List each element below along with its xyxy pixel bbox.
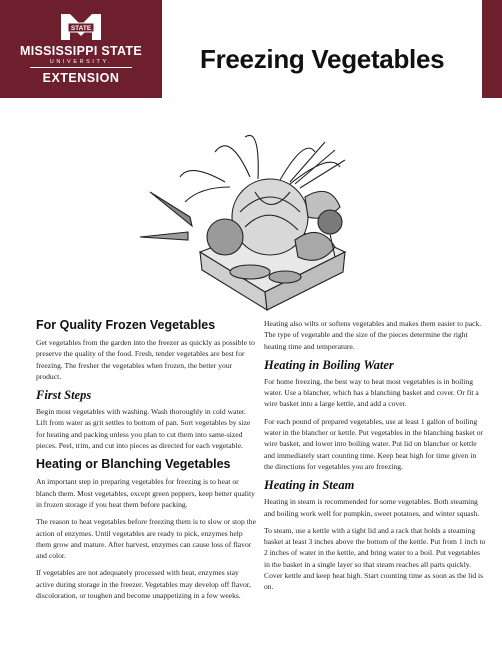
heading-heating-blanching: Heating or Blanching Vegetables (36, 457, 231, 472)
paragraph-steam-2: To steam, use a kettle with a tight lid and a rack that holds a steaming basket at least 3 inches above the bottom of the kettle. Put from 1 inch to 2 inches of water in the kettle, and bring water to a boil. Put vegetables in the basket in a single layer so that steam reaches all parts quickly. Cover kettle and keep heat high. Start counting time as soon as the lid is on. (264, 525, 486, 592)
heading-first-steps: First Steps (36, 388, 92, 403)
left-column (36, 318, 258, 607)
paragraph-heating-2: The reason to heat vegetables before freezing them is to slow or stop the action of enzymes. Until vegetables are ready to pick, enzymes help them grow and mature. After harvest, enzymes can cause loss of flavor and color. (36, 517, 256, 561)
heading-steam: Heating in Steam (264, 478, 355, 493)
msu-m-logo-icon (60, 14, 102, 40)
right-column (264, 318, 486, 599)
vegetable-basket-illustration-icon (130, 122, 370, 312)
paragraph-heating-1: An important step in preparing vegetables for freezing is to heat or blanch them. Most vegetables, except green peppers, keep better quality in frozen storage if you heat them before packing. (36, 477, 255, 509)
logo-badge-text: STATE (70, 25, 92, 32)
header-accent-bar (482, 0, 502, 98)
extension-logo[interactable] (0, 0, 162, 98)
paragraph-wilts: Heating also wilts or softens vegetables and makes them easier to pack. The type of vegetable and the size of the pieces determine the right heating time and temperature. (264, 319, 482, 351)
paragraph-boiling-2: For each pound of prepared vegetables, use at least 1 gallon of boiling water in the blancher or kettle. Put vegetables in the blanching basket or wire basket, and lower into boiling water. Put lid on blancher or kettle and immediately start counting time. Keep heat high for time given in the directions for vegetables you are freezing. (264, 416, 484, 471)
heading-quality-frozen-vegetables: For Quality Frozen Vegetables (36, 318, 216, 332)
logo-extension-label: EXTENSION (42, 71, 120, 85)
heading-boiling-water: Heating in Boiling Water (264, 357, 394, 372)
paragraph-quality: Get vegetables from the garden into the freezer as quickly as possible to preserve the quality of the food. Fresh, tender vegetables are best for freezing. The fresher the vegetables when frozen, the better your product. (36, 338, 255, 381)
paragraph-first-steps: Begin most vegetables with washing. Wash thoroughly in cold water. Lift from water as grit settles to bottom of pan. Sort vegetables by size for heating and packing unless you plan to cut them into same-sized pieces. Peel, trim, and cut into pieces as directed for each vegetable. (36, 407, 251, 451)
logo-university-name: MISSISSIPPI STATE (19, 44, 143, 58)
paragraph-boiling-1: For home freezing, the best way to heat most vegetables is in boiling water. Use a blancher, which has a blanching basket and cover. Or fit a wire basket into a large kettle, and add a cover. (264, 376, 479, 409)
page-title: Freezing Vegetables (200, 44, 445, 74)
paragraph-steam-1: Heating in steam is recommended for some vegetables. Both steaming and boiling work well for pumpkin, sweet potatoes, and winter squash. (264, 497, 480, 518)
logo-university-label: UNIVERSITY. (49, 59, 113, 65)
paragraph-heating-3: If vegetables are not adequately processed with heat, enzymes stay active during storage in the freezer. Vegetables may develop off flavor, discoloration, or toughen and become unappetizing in a few weeks. (36, 568, 251, 601)
logo-divider (30, 67, 132, 68)
